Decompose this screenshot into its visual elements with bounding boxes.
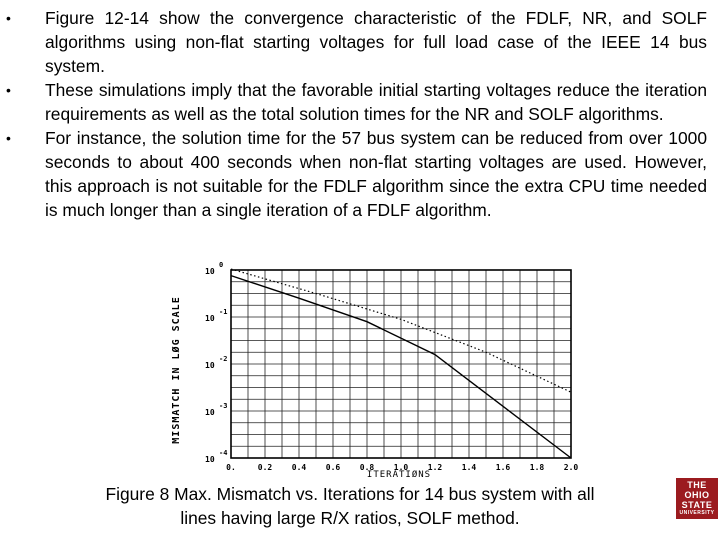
x-tick-label: 0.4 [291, 463, 307, 472]
x-tick-label: 1.4 [461, 463, 477, 472]
caption-line: lines having large R/X ratios, SOLF method. [180, 508, 520, 528]
x-tick-label: 1.0 [393, 463, 409, 472]
x-tick-label: 0.8 [359, 463, 375, 472]
y-tick-exponent: -3 [219, 402, 228, 410]
y-tick-exponent: 0 [219, 261, 224, 269]
y-tick-label: 10 [205, 361, 215, 370]
x-tick-label: 1.2 [427, 463, 443, 472]
y-tick-label: 10 [205, 267, 215, 276]
logo-subtext [676, 522, 718, 528]
y-tick-exponent: -1 [219, 308, 228, 316]
x-axis-label: ITERATIØNS [366, 470, 432, 480]
y-tick-label: 10 [205, 408, 215, 417]
x-tick-label: 1.6 [495, 463, 511, 472]
bullet-item [0, 126, 720, 222]
y-tick-exponent: -4 [219, 449, 228, 457]
bullet-marker: • [6, 10, 11, 26]
bullet-marker: • [6, 130, 11, 146]
y-tick-label: 10 [205, 314, 215, 323]
y-tick-exponent: -2 [219, 355, 228, 363]
y-tick-label: 10 [205, 455, 215, 464]
x-tick-label: 0. [226, 463, 236, 472]
bullet-text: These simulations imply that the favorable initial starting voltages reduce the iteration requirements as well as the total solution times for the NR and SOLF algorithms. [45, 80, 707, 124]
bullet-item [0, 78, 720, 126]
figure-caption [20, 482, 680, 530]
university-logo [676, 478, 718, 538]
mismatch-chart [157, 258, 593, 480]
bullet-text: For instance, the solution time for the 57 bus system can be reduced from over 1000 seconds to about 400 seconds when non-flat starting voltages are used. However, this approach is not suitable for the FDLF algorithm since the extra CPU time needed is much longer than a single iteration of a FDLF algorithm. [45, 128, 707, 220]
caption-line: Figure 8 Max. Mismatch vs. Iterations for 14 bus system with all [105, 484, 595, 504]
bullet-item [0, 6, 720, 78]
bullet-list [0, 6, 720, 222]
bullet-text: Figure 12-14 show the convergence characteristic of the FDLF, NR, and SOLF algorithms using non-flat starting voltages for full load case of the IEEE 14 bus system. [45, 8, 707, 76]
logo-mark: THE OHIO STATE UNIVERSITY [676, 478, 718, 519]
chart-grid [231, 270, 571, 458]
x-tick-label: 0.6 [325, 463, 341, 472]
x-tick-label: 1.8 [529, 463, 545, 472]
x-tick-label: 2.0 [563, 463, 579, 472]
bullet-marker: • [6, 82, 11, 98]
chart-background [157, 258, 593, 480]
y-axis-label: MISMATCH IN LØG SCALE [171, 296, 182, 444]
x-tick-label: 0.2 [257, 463, 273, 472]
